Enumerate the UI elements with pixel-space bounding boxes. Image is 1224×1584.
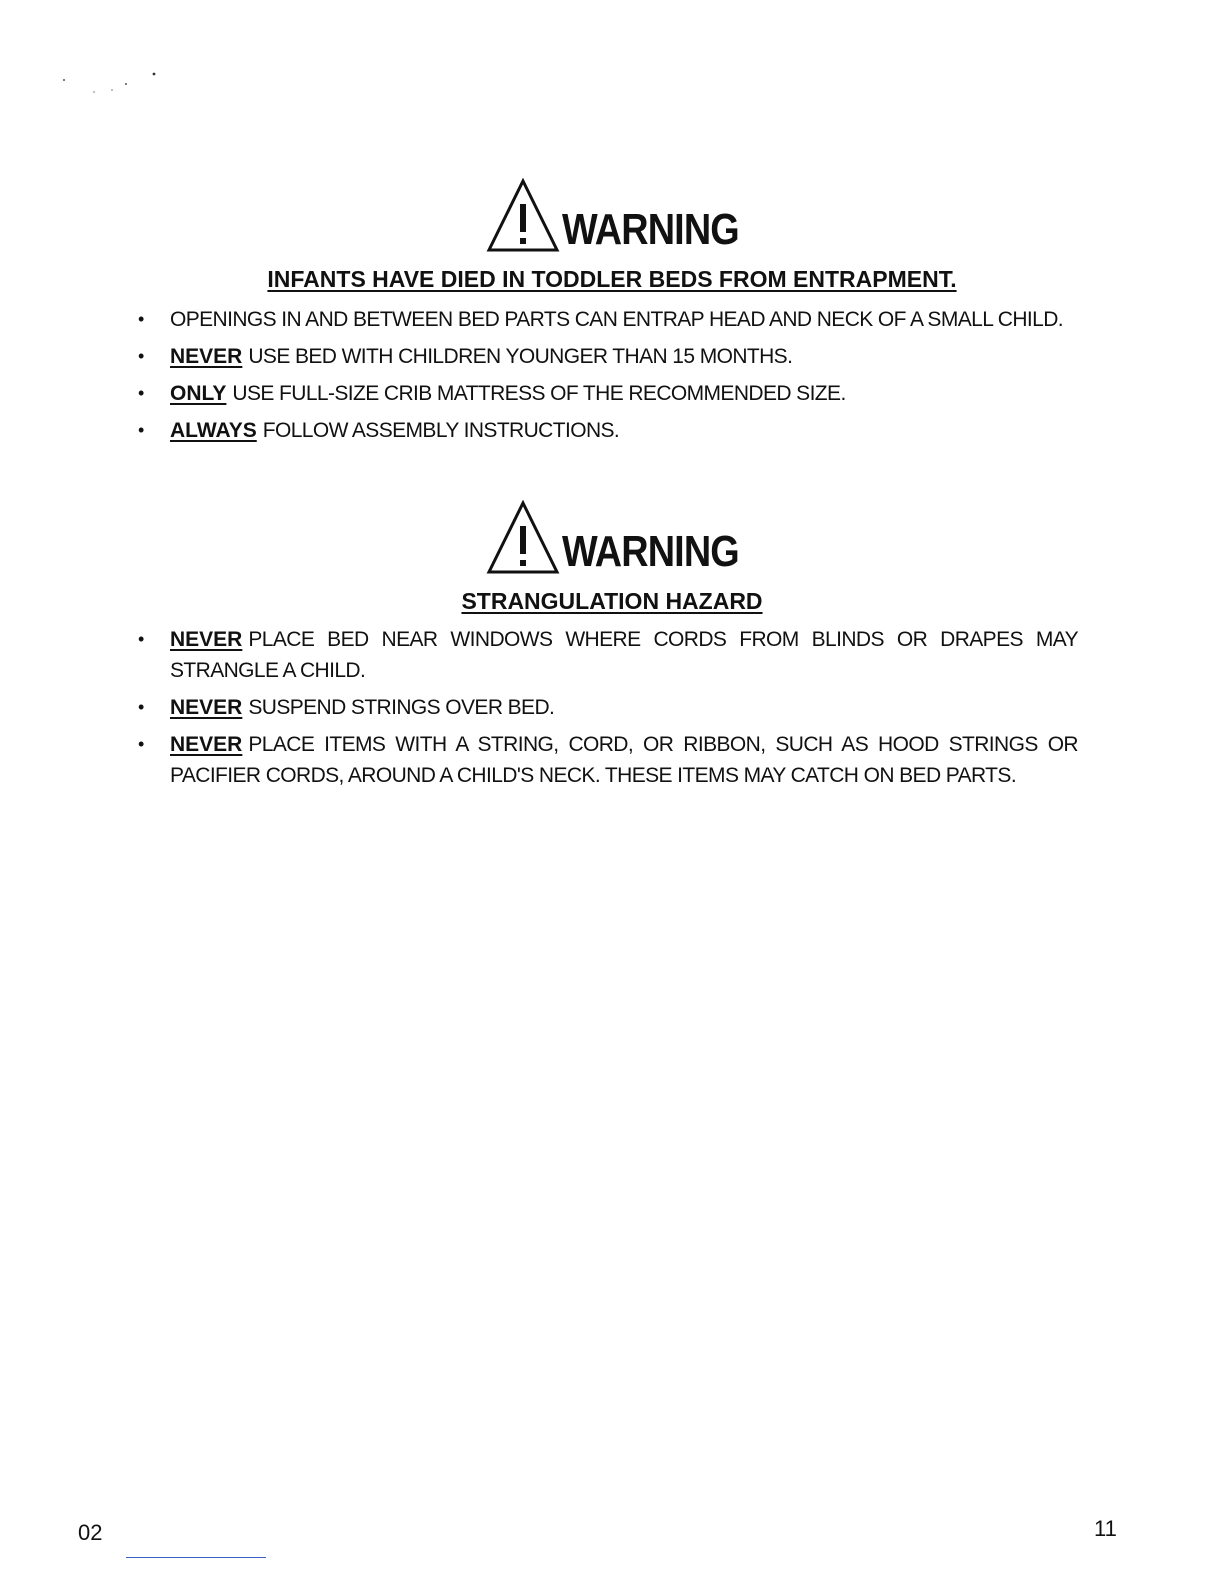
item-text: PLACE ITEMS WITH A STRING, CORD, OR RIBBON, SUCH AS HOOD STRINGS OR PACIFIER CORDS, AROUND A CHILD'S NECK. THESE ITEMS MAY CATCH ON BED PARTS. [170, 733, 1078, 787]
warning-1-heading [0, 178, 1224, 254]
page-number-left: 02 [78, 1520, 103, 1545]
bullet-icon: • [138, 734, 145, 754]
warning-1-subtitle: INFANTS HAVE DIED IN TODDLER BEDS FROM ENTRAPMENT. [267, 266, 957, 292]
list-item [138, 341, 1078, 372]
warning-triangle-icon [486, 178, 560, 254]
item-text: USE FULL-SIZE CRIB MATTRESS OF THE RECOMMENDED SIZE. [232, 382, 846, 405]
warning-2-list [138, 624, 1078, 797]
list-item [138, 304, 1078, 335]
list-item [138, 378, 1078, 409]
item-keyword: NEVER [170, 628, 243, 651]
list-item [138, 624, 1078, 686]
item-text: PLACE BED NEAR WINDOWS WHERE CORDS FROM BLINDS OR DRAPES MAY STRANGLE A CHILD. [170, 628, 1078, 682]
page-number-right: 11 [1094, 1516, 1117, 1541]
item-keyword: NEVER [170, 733, 243, 756]
bullet-icon: • [138, 383, 145, 403]
bullet-icon: • [138, 629, 145, 649]
warning-2-heading [0, 500, 1224, 576]
warning-triangle-icon [486, 500, 560, 576]
item-keyword: ONLY [170, 382, 227, 405]
bullet-icon: • [138, 309, 145, 329]
item-keyword: NEVER [170, 696, 243, 719]
item-text: SUSPEND STRINGS OVER BED. [248, 696, 555, 719]
bullet-icon: • [138, 346, 145, 366]
warning-1-list [138, 304, 1078, 452]
bullet-icon: • [138, 420, 145, 440]
warning-1-title: WARNING [562, 205, 740, 254]
scan-specks [60, 70, 170, 100]
item-text: USE BED WITH CHILDREN YOUNGER THAN 15 MONTHS. [248, 345, 793, 368]
item-text: OPENINGS IN AND BETWEEN BED PARTS CAN ENTRAP HEAD AND NECK OF A SMALL CHILD. [170, 308, 1064, 331]
bullet-icon: • [138, 697, 145, 717]
list-item [138, 415, 1078, 446]
list-item [138, 692, 1078, 723]
item-keyword: NEVER [170, 345, 243, 368]
item-keyword: ALWAYS [170, 419, 257, 442]
warning-2-title: WARNING [562, 527, 740, 576]
warning-2-subtitle: STRANGULATION HAZARD [461, 588, 763, 614]
list-item [138, 729, 1078, 791]
item-text: FOLLOW ASSEMBLY INSTRUCTIONS. [262, 419, 620, 442]
bottom-rule [126, 1557, 266, 1558]
